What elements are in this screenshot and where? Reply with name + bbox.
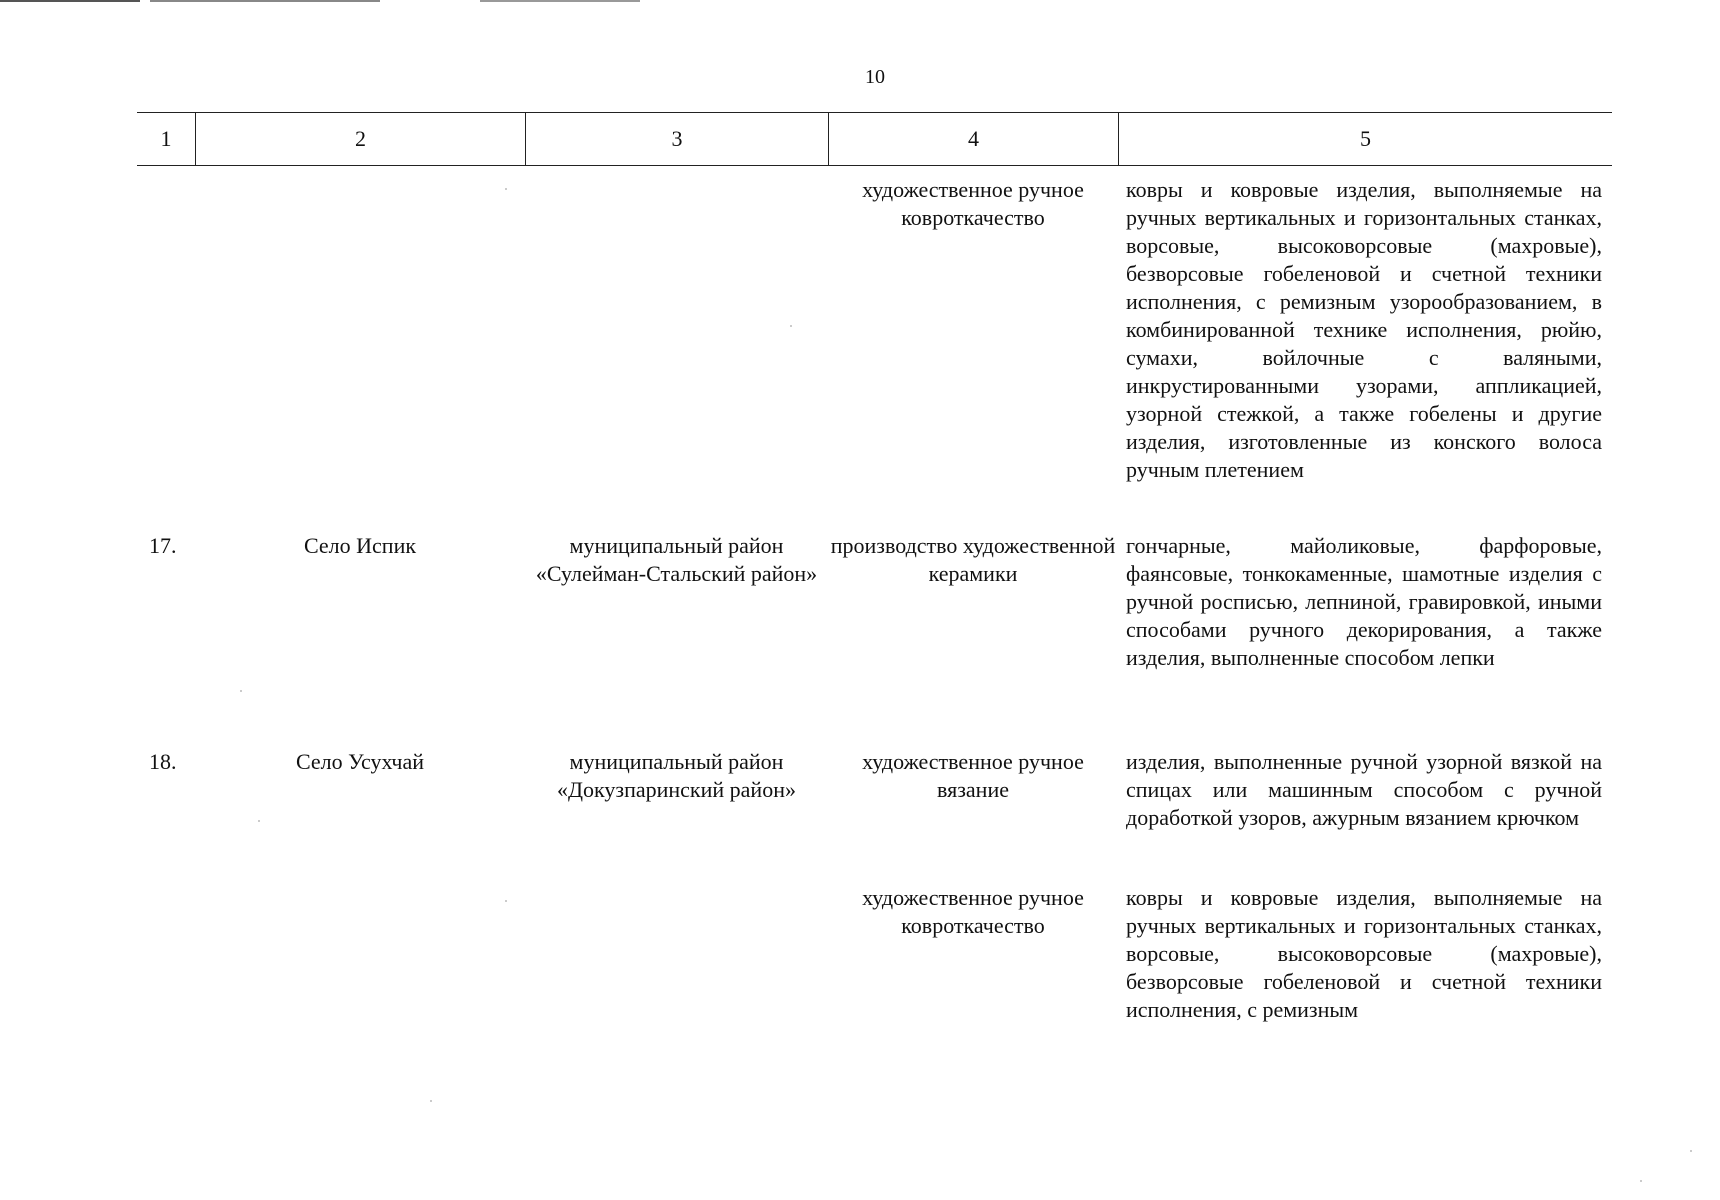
scan-speck bbox=[258, 820, 260, 822]
row-craft: художественное ручное ковроткачество bbox=[862, 885, 1084, 938]
header-row bbox=[137, 112, 1612, 166]
header-col-5: 5 bbox=[1118, 113, 1612, 165]
scan-speck bbox=[430, 1100, 432, 1102]
row-locality: Село Испик bbox=[303, 533, 417, 558]
page-number: 10 bbox=[865, 66, 885, 88]
row-description: изделия, выполненные ручной узорной вязкой на спицах или машинным способом с ручной доработкой узоров, ажурным вязанием крючком bbox=[1126, 749, 1602, 830]
row-craft: производство художественной керамики bbox=[830, 533, 1116, 586]
row-district: муниципальный район «Докузпаринский район» bbox=[557, 749, 796, 802]
row-description: ковры и ковровые изделия, выполняемые на ручных вертикальных и горизонтальных станках, ворсовые, высоковорсовые (махровые), безворсовые гобеленовой и счетной техники исполнения, с ремизным узорообразованием, в комбинированной технике исполнения, рюйю, сумахи, войлочные с валяными, инкрустированными узорами, аппликацией, узорной стежкой, а также гобелены и другие изделия, изготовленные из конского волоса ручным плетением bbox=[1126, 177, 1602, 482]
header-col-3: 3 bbox=[525, 113, 828, 165]
row-district: муниципальный район «Сулейман-Стальский район» bbox=[535, 533, 818, 586]
table-body bbox=[137, 164, 1612, 1184]
scan-speck bbox=[1690, 1150, 1692, 1152]
scan-speck bbox=[790, 325, 792, 327]
scan-speck bbox=[505, 900, 507, 902]
row-craft: художественное ручное ковроткачество bbox=[862, 177, 1084, 230]
row-number: 18. bbox=[149, 749, 177, 774]
scan-speck bbox=[1640, 1180, 1642, 1182]
row-description: ковры и ковровые изделия, выполняемые на ручных вертикальных и горизонтальных станках, ворсовые, высоковорсовые (махровые), безворсовые гобеленовой и счетной техники исполнения, с ремизным bbox=[1126, 885, 1602, 1022]
scan-edge bbox=[0, 0, 1720, 2]
table-header bbox=[137, 112, 1612, 166]
row-description: гончарные, майоликовые, фарфоровые, фаянсовые, тонкокаменные, шамотные изделия с ручной росписью, лепниной, гравировкой, иными способами ручного декорирования, а также изделия, выполненные способом лепки bbox=[1126, 533, 1602, 670]
header-col-4: 4 bbox=[828, 113, 1118, 165]
scan-speck bbox=[505, 188, 507, 190]
row-number: 17. bbox=[149, 533, 177, 558]
scan-speck bbox=[240, 690, 242, 692]
header-col-2: 2 bbox=[195, 113, 525, 165]
row-craft: художественное ручное вязание bbox=[862, 749, 1084, 802]
row-locality: Село Усухчай bbox=[295, 749, 425, 774]
header-col-1: 1 bbox=[160, 126, 172, 151]
